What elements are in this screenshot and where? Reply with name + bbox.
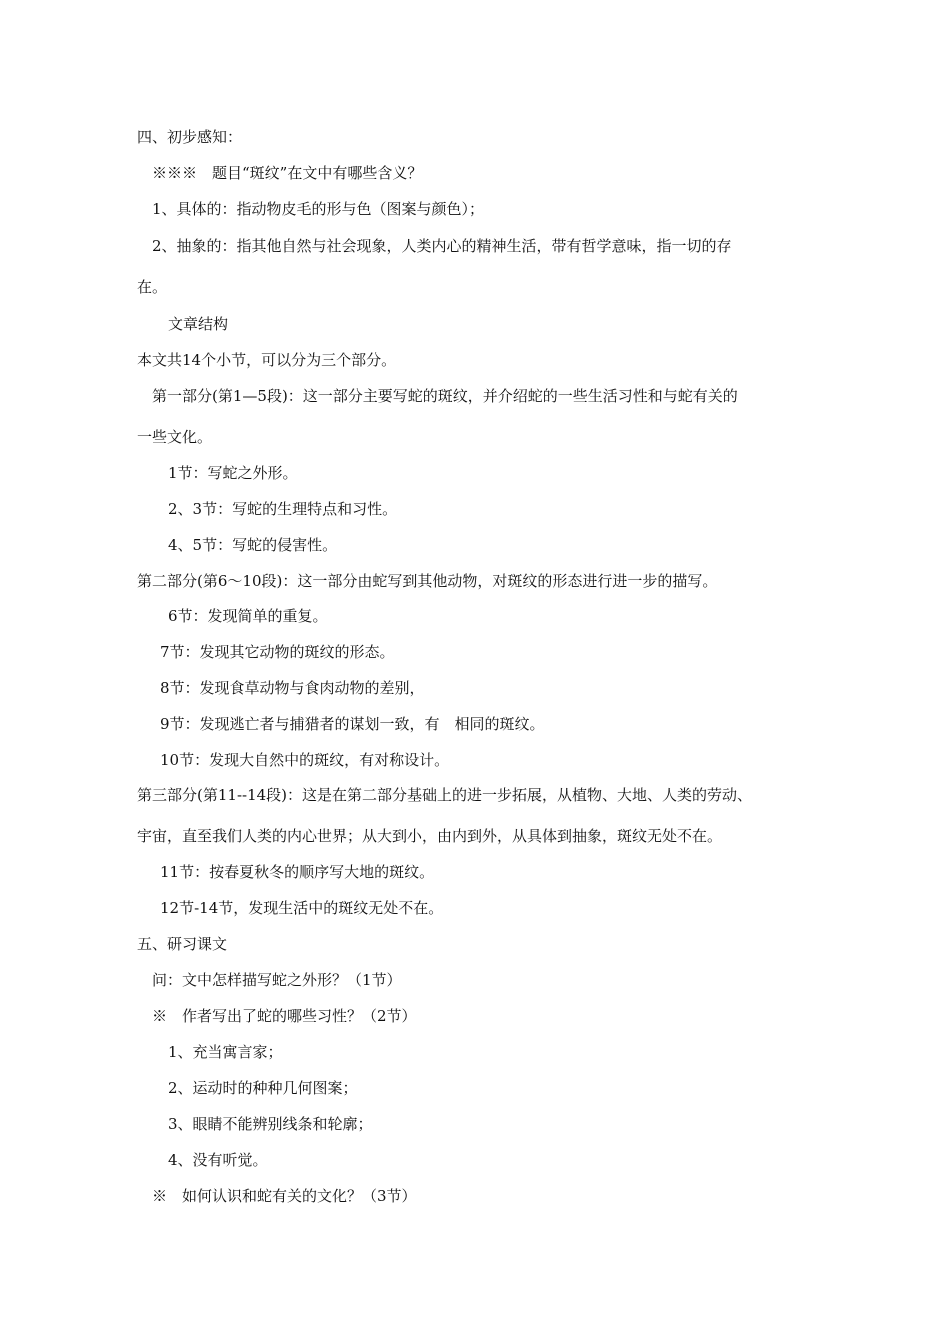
- question-title-meaning: ※※※ 题目“斑纹”在文中有哪些含义？: [152, 164, 423, 182]
- part-three-summary: 第三部分(第11--14段)：这是在第二部分基础上的进一步拓展，从植物、大地、人类的劳动、: [137, 786, 753, 804]
- section-heading-5: 五、研习课文: [137, 935, 228, 953]
- question-snake-habits: ※ 作者写出了蛇的哪些习性？（2节）: [152, 1007, 417, 1025]
- habit-1: 1、充当寓言家；: [168, 1043, 283, 1061]
- section-9-note: 9节：发现逃亡者与捕猎者的谋划一致，有 相同的斑纹。: [160, 715, 545, 733]
- structure-intro: 本文共14个小节，可以分为三个部分。: [137, 351, 397, 369]
- section-11-note: 11节：按春夏秋冬的顺序写大地的斑纹。: [160, 863, 435, 881]
- part-three-summary-continued: 宇宙，直至我们人类的内心世界；从大到小，由内到外，从具体到抽象，斑纹无处不在。: [137, 827, 723, 845]
- section-4-5-note: 4、5节：写蛇的侵害性。: [168, 536, 338, 554]
- part-two-summary: 第二部分(第6～10段)：这一部分由蛇写到其他动物，对斑纹的形态进行进一步的描写。: [137, 572, 718, 590]
- section-12-14-note: 12节-14节，发现生活中的斑纹无处不在。: [160, 899, 444, 917]
- question-snake-culture: ※ 如何认识和蛇有关的文化？（3节）: [152, 1187, 417, 1205]
- part-one-summary-continued: 一些文化。: [137, 428, 213, 446]
- habit-4: 4、没有听觉。: [168, 1151, 268, 1169]
- section-6-note: 6节：发现简单的重复。: [168, 607, 328, 625]
- section-7-note: 7节：发现其它动物的斑纹的形态。: [160, 643, 395, 661]
- answer-abstract-continued: 在。: [137, 278, 168, 296]
- habit-2: 2、运动时的种种几何图案；: [168, 1079, 358, 1097]
- answer-concrete: 1、具体的：指动物皮毛的形与色（图案与颜色）；: [152, 200, 485, 218]
- section-10-note: 10节：发现大自然中的斑纹，有对称设计。: [160, 751, 450, 769]
- part-one-summary: 第一部分(第1—5段)：这一部分主要写蛇的斑纹，并介绍蛇的一些生活习性和与蛇有关的: [152, 387, 738, 405]
- structure-heading: 文章结构: [168, 315, 229, 333]
- section-2-3-note: 2、3节：写蛇的生理特点和习性。: [168, 500, 398, 518]
- section-heading-4: 四、初步感知：: [137, 128, 243, 146]
- section-8-note: 8节：发现食草动物与食肉动物的差别，: [160, 679, 425, 697]
- answer-abstract: 2、抽象的：指其他自然与社会现象，人类内心的精神生活，带有哲学意味，指一切的存: [152, 237, 732, 255]
- section-1-note: 1节：写蛇之外形。: [168, 464, 298, 482]
- habit-3: 3、眼睛不能辨别线条和轮廓；: [168, 1115, 373, 1133]
- question-snake-appearance: 问：文中怎样描写蛇之外形？（1节）: [152, 971, 402, 989]
